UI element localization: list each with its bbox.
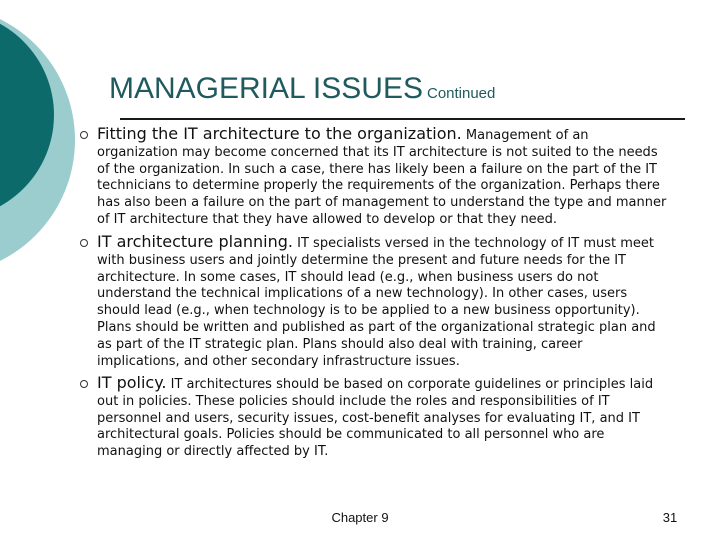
item-line: should lead (e.g., when technology is to be applied to a new business opportunity).: [97, 303, 640, 319]
item-line1: IT specialists versed in the technology of IT must meet: [293, 236, 654, 251]
item-line: personnel and users, security issues, cost-benefit analyses for evaluating IT, and IT: [97, 410, 640, 426]
item-line1: Management of an: [461, 128, 589, 143]
item-line: out in policies. These policies should include the roles and responsibilities of IT: [97, 393, 610, 409]
item-line: with business users and jointly determine the present and future needs for the IT: [97, 252, 627, 268]
bullet-item-1: [97, 126, 717, 229]
title-subtitle: Continued: [426, 85, 496, 102]
footer-page-number: 31: [662, 510, 678, 525]
item-line: architectural goals. Policies should be communicated to all personnel who are: [97, 427, 605, 443]
item-line: as part of the IT strategic plan. Plans should also deal with training, career: [97, 336, 583, 352]
title-underline: [120, 118, 685, 120]
item-lead: Fitting the IT architecture to the organization.: [97, 124, 462, 143]
item-line: of the organization. In such a case, there has likely been a failure on the part of the IT: [97, 161, 657, 177]
bullet-circle-icon: [80, 131, 88, 139]
item-line: implications, and other secondary infrastructure issues.: [97, 353, 460, 369]
item-first-line: [97, 126, 717, 145]
slide-title: [109, 72, 495, 106]
item-lead: IT architecture planning.: [97, 232, 293, 251]
item-first-line: [97, 375, 717, 394]
decorative-circles: [0, 0, 110, 300]
item-line1: IT architectures should be based on corporate guidelines or principles laid: [166, 377, 654, 392]
bullet-circle-icon: [80, 239, 88, 247]
item-line: organization may become concerned that its IT architecture is not suited to the needs: [97, 144, 658, 160]
bullet-circle-icon: [80, 380, 88, 388]
item-line: managing or directly affected by IT.: [97, 444, 329, 460]
item-line: Plans should be written and published as part of the organizational strategic plan and: [97, 319, 656, 335]
item-line: of IT architecture that they have allowed to develop or that they need.: [97, 211, 558, 227]
title-main: MANAGERIAL ISSUES: [109, 72, 423, 105]
footer-chapter: Chapter 9: [331, 510, 389, 525]
item-line: has also been a failure on the part of management to understand the type and manner: [97, 195, 667, 211]
item-line: understand the technical implications of a new technology). In other cases, users: [97, 286, 628, 302]
bullet-item-2: [97, 234, 717, 370]
item-lead: IT policy.: [97, 373, 167, 392]
item-first-line: [97, 234, 717, 253]
item-line: technicians to determine properly the requirements of the organization. Perhaps there: [97, 178, 660, 194]
item-line: architecture. In some cases, IT should lead (e.g., when business users do not: [97, 269, 599, 285]
bullet-item-3: [97, 375, 717, 461]
